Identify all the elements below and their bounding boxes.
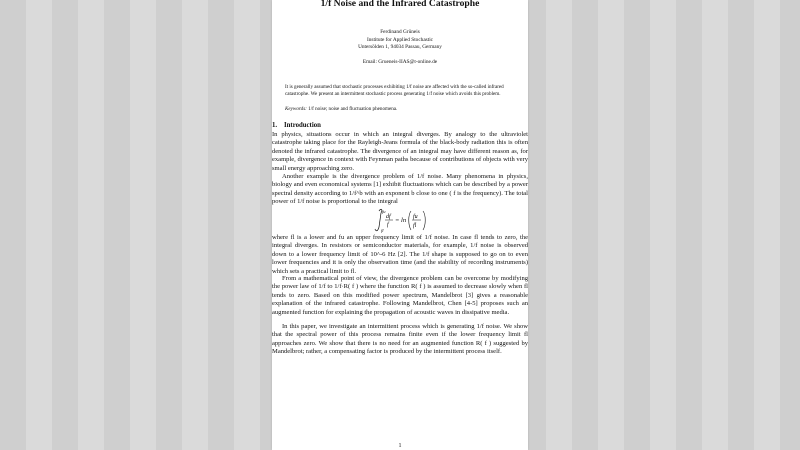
formula-graphic xyxy=(372,205,432,235)
paragraph-1: In physics, situations occur in which an integral diverges. By analogy to the ultraviolet catastrophe taking place for the Rayleigh-Jeans formula of the black-body radiation this is often denoted the infrared catastrophe. The divergence of an integral may have different reason as, for example, divergence in context with Feynman paths because of contributions of objects with very small energy approaching zero. xyxy=(272,131,528,172)
paper-title: 1/f Noise and the Infrared Catastrophe xyxy=(320,0,480,9)
abstract xyxy=(285,84,515,97)
paragraph-3: where fl is a lower and fu an upper frequency limit of 1/f noise. In case fl tends to zero, the integral diverges. In resistors or semiconductor materials, for example, 1/f noise is observed down to a lower frequency limit of 10^-6 Hz [2]. The 1/f shape is supposed to go on to even lower frequencies and it is only the observation time (and the stability of recording instruments) which sets a practical limit to fl. xyxy=(272,234,528,275)
document-page[interactable] xyxy=(272,0,528,450)
address: Untersölden 1, 94034 Passau, Germany xyxy=(358,44,442,50)
keywords-label: Keywords: xyxy=(285,106,307,112)
integral-formula xyxy=(372,205,432,235)
author-name: Ferdinand Grüneis xyxy=(380,29,420,35)
paragraph-4: From a mathematical point of view, the divergence problem can be overcome by modifying the power law of 1/f to 1/f·R( f ) where the function R( f ) is assumed to decrease slowly when fl tends to zero. Based on this modified power spectrum, Mandelbrot [3] gives a reasonable explanation of the infrared catastrophe. Following Mandelbrot, Chen [4-5] proposes such an augmented function for explaining the propagation of acoustic waves in dissipative media. xyxy=(272,275,528,316)
affiliation: Institute for Applied Stochastic xyxy=(366,37,434,43)
page-number: 1 xyxy=(398,443,402,449)
frac-denominator: fl xyxy=(413,223,417,229)
email: Email: Grueneis-IIAS@t-online.de xyxy=(362,59,438,65)
numerator: df xyxy=(386,214,391,220)
section-title: Introduction xyxy=(284,122,321,129)
denominator: f xyxy=(387,222,389,228)
lower-limit: fl xyxy=(381,228,384,233)
paragraph-2: Another example is the divergence problem of 1/f noise. Many phenomena in physics, biology and even economical systems [1] exhibit fluctuations which can be described by a power spectral density according to 1/f^b with an exponent b close to one ( f is the frequency). The total power of 1/f noise is proportional to the integral xyxy=(272,173,528,206)
upper-limit: fu xyxy=(382,209,386,214)
frac-numerator: fu xyxy=(413,214,418,220)
section-heading xyxy=(272,122,321,129)
abstract-text: It is generally assumed that stochastic processes exhibiting 1/f noise are affected with the so-called infrared catastrophe. We present an intermittent stochastic process generating 1/f noise which avoids this problem. xyxy=(285,84,504,97)
keywords xyxy=(285,106,515,113)
paragraph-5: In this paper, we investigate an intermittent process which is generating 1/f noise. We show that the spectral power of this process remains finite even if the lower frequency limit fl approaches zero. We show that there is no need for an augmented function R( f ) suggested by Mandelbrot; rather, a compensating factor is produced by the intermittent process itself. xyxy=(272,323,528,356)
section-number: 1. xyxy=(272,122,278,129)
equals-ln: = ln xyxy=(395,217,407,224)
keywords-text: 1/f noise; noise and fluctuation phenomena. xyxy=(308,106,398,112)
